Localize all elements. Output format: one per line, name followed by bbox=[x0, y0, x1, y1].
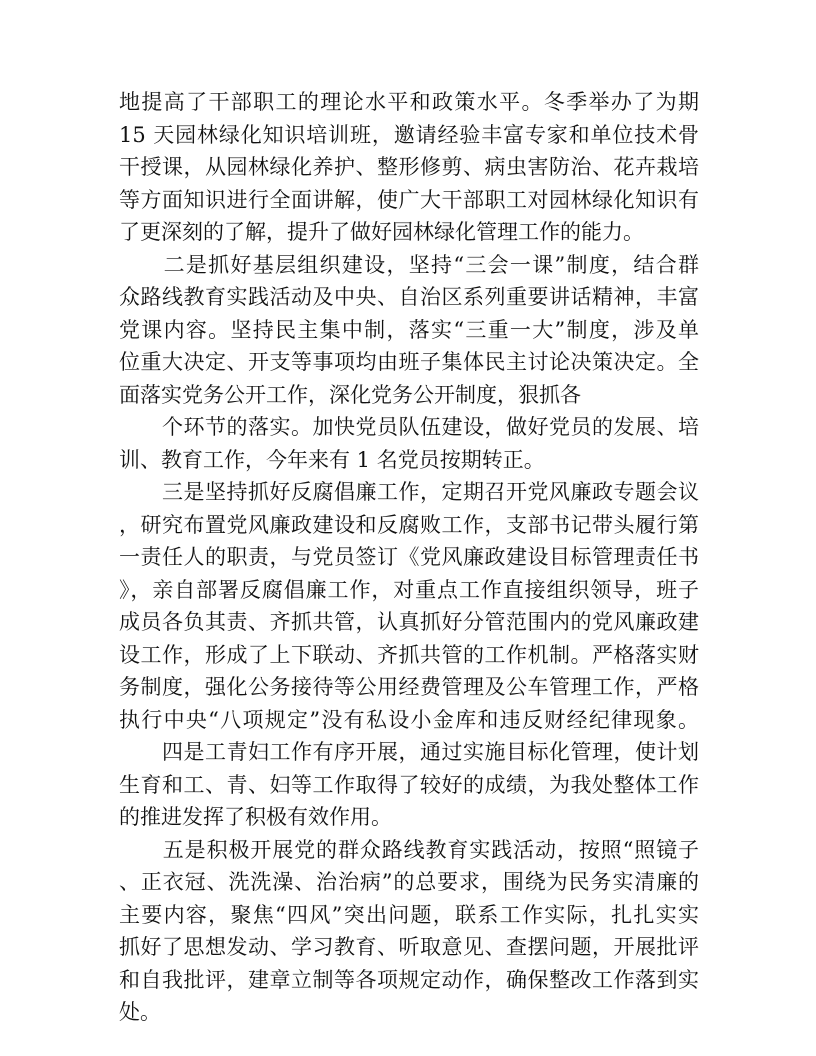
text-line: 、正衣冠、洗洗澡、治治病”的总要求，围绕为民务实清廉的 bbox=[119, 870, 699, 894]
text-line: 党课内容。坚持民主集中制，落实“三重一大”制度，涉及单 bbox=[119, 317, 699, 342]
text-line: 众路线教育实践活动及中央、自治区系列重要讲话精神，丰富 bbox=[119, 285, 699, 309]
text-line: 务制度，强化公务接待等公用经费管理及公车管理工作，严格 bbox=[119, 675, 699, 699]
text-line: 等方面知识进行全面讲解，使广大干部职工对园林绿化知识有 bbox=[119, 187, 699, 212]
text-line: 生育和工、青、妇等工作取得了较好的成绩，为我处整体工作 bbox=[119, 772, 699, 797]
text-line: 15 天园林绿化知识培训班，邀请经验丰富专家和单位技术骨 bbox=[119, 122, 699, 147]
text-line: 设工作，形成了上下联动、齐抓共管的工作机制。严格落实财 bbox=[119, 642, 699, 667]
text-line: 了更深刻的了解，提升了做好园林绿化管理工作的能力。 bbox=[119, 220, 644, 244]
text-line: 执行中央“八项规定”没有私设小金库和违反财经纪律现象。 bbox=[119, 707, 699, 732]
text-line: 一责任人的职责，与党员签订《党风廉政建设目标管理责任书 bbox=[119, 545, 699, 569]
text-line: 位重大决定、开支等事项均由班子集体民主讨论决策决定。全 bbox=[119, 350, 699, 374]
text-line: 三是坚持抓好反腐倡廉工作，定期召开党风廉政专题会议 bbox=[119, 480, 699, 504]
text-line: 主要内容，聚焦“四风”突出问题，联系工作实际，扎扎实实 bbox=[119, 902, 699, 927]
text-line: 的推进发挥了积极有效作用。 bbox=[119, 805, 392, 829]
text-line: 成员各负其责、齐抓共管，认真抓好分管范围内的党风廉政建 bbox=[119, 610, 699, 634]
text-line: 五是积极开展党的群众路线教育实践活动，按照“照镜子 bbox=[119, 837, 699, 862]
text-line: ，研究布置党风廉政建设和反腐败工作，支部书记带头履行第 bbox=[119, 512, 699, 537]
text-line: 个环节的落实。加快党员队伍建设，做好党员的发展、培 bbox=[119, 415, 699, 439]
text-line: 》，亲自部署反腐倡廉工作，对重点工作直接组织领导，班子 bbox=[119, 577, 699, 602]
text-line: 训、教育工作，今年来有 1 名党员按期转正。 bbox=[119, 447, 545, 472]
document-body bbox=[119, 86, 699, 1029]
text-line: 和自我批评，建章立制等各项规定动作，确保整改工作落到实 bbox=[119, 967, 699, 992]
text-line: 干授课，从园林绿化养护、整形修剪、病虫害防治、花卉栽培 bbox=[119, 155, 699, 179]
text-line: 抓好了思想发动、学习教育、听取意见、查摆问题，开展批评 bbox=[119, 935, 699, 959]
text-line: 处。 bbox=[119, 1000, 161, 1024]
text-line: 四是工青妇工作有序开展，通过实施目标化管理，使计划 bbox=[119, 740, 699, 764]
text-line: 面落实党务公开工作，深化党务公开制度，狠抓各 bbox=[119, 382, 581, 407]
text-line: 地提高了干部职工的理论水平和政策水平。冬季举办了为期 bbox=[119, 90, 699, 114]
text-line: 二是抓好基层组织建设，坚持“三会一课”制度，结合群 bbox=[119, 252, 699, 277]
